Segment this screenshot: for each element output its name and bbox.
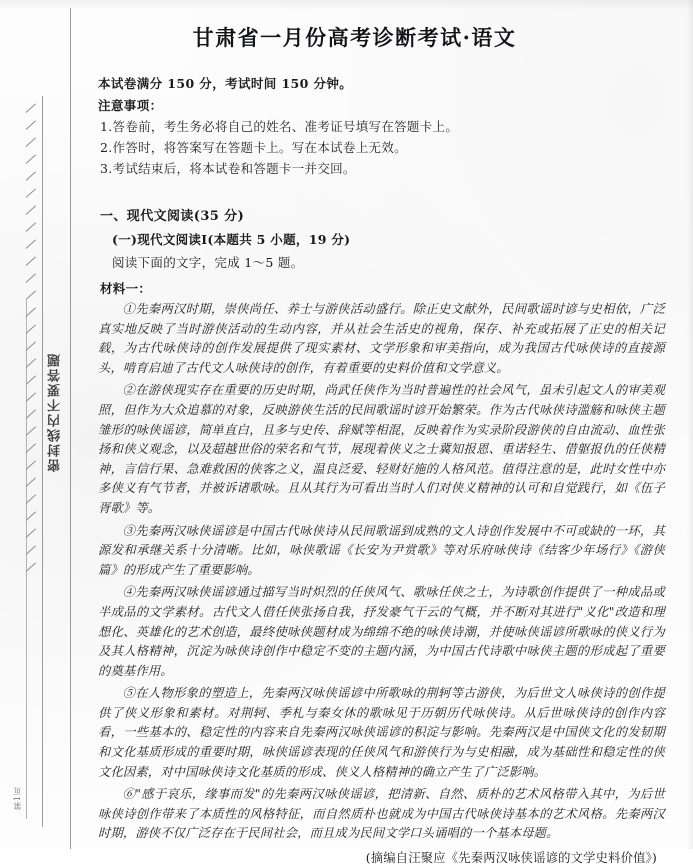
seal-tick <box>26 290 36 299</box>
passage-paragraph: ②在游侠现实存在重要的历史时期，尚武任侠作为当时普遍性的社会风气，虽未引起文人的审美观照，但作为大众追慕的对象，反映游侠生活的民间歌谣时谚开始繁荣。作为古代咏侠诗滥觞和咏侠主题雏形的咏侠谣谚，简单直白，且多与史传、辞赋等相混，反映着作为实录阶段游侠的自由流动、血性张扬和侠义观念，以及超越世俗的荣名和气节，展现着侠义之士冀知报恩、重诺轻生、借躯报仇的任侠精神，言信行果、急难救困的侠客之义，温良泛爱、轻财好施的人格风范。值得注意的是，此时女性中亦多侠义有气节者，并被诉诸歌咏。且从其行为可看出当时人们对侠义精神的认可和自觉践行，如《伍子胥歌》等。 <box>98 383 665 515</box>
reading-section <box>98 205 693 866</box>
seal-tick <box>26 409 36 418</box>
paper-body <box>88 0 693 866</box>
source-attribution: (摘编自汪聚应《先秦两汉咏侠谣谚的文学史料价值》) <box>365 851 657 866</box>
seal-tick-marks <box>26 112 42 812</box>
seal-tick <box>26 307 36 316</box>
seal-tick <box>26 460 36 469</box>
sealing-margin <box>0 0 88 849</box>
seal-tick <box>26 511 36 520</box>
seal-tick <box>26 324 36 333</box>
seal-tick <box>26 171 36 180</box>
page-title: 甘肃省一月份高考诊断考试·语文 <box>192 25 517 50</box>
passage-paragraph: ④先秦两汉咏侠谣谚通过描写当时炽烈的任侠风气、歌咏任侠之士，为诗歌创作提供了一种成品或半成品的文学素材。古代文人借任侠张扬自我，抒发豪气干云的气概，并不断对其进行"义化"改造和理想化、英雄化的艺术创造，最终使咏侠题材成为绵绵不绝的咏侠诗潮，并使咏侠谣谚所歌咏的侠义行为及其人格精神，沉淀为咏侠诗创作中稳定不变的主题内涵，为中国古代诗歌中咏侠主题的形成起了重要的奠基作用。 <box>98 585 665 678</box>
notice-item: 3.考试结束后，将本试卷和答题卡一并交回。 <box>100 161 356 176</box>
seal-tick <box>26 188 36 197</box>
seal-tick <box>26 528 36 537</box>
seal-tick <box>26 154 36 163</box>
seal-tick <box>26 120 36 129</box>
seal-tick <box>26 239 36 248</box>
seal-tick <box>26 341 36 350</box>
seal-tick <box>26 545 36 554</box>
seal-tick <box>26 392 36 401</box>
notice-heading: 注意事项： <box>98 98 163 113</box>
seal-tick <box>26 426 36 435</box>
seal-tick <box>26 358 36 367</box>
page-number-marker: 第1页 <box>13 786 22 811</box>
material-label: 材料一： <box>100 281 152 296</box>
seal-tick <box>26 477 36 486</box>
seal-tick <box>26 443 36 452</box>
seal-tick <box>26 205 36 214</box>
seal-tick <box>26 494 36 503</box>
sealing-line-notice: 密封线内不要答题 <box>48 352 63 472</box>
reading-instruction: 阅读下面的文字，完成 1～5 题。 <box>112 255 304 270</box>
passage-paragraph: ①先秦两汉时期，崇侠尚任、养士与游侠活动盛行。除正史文献外，民间歌谣时谚与史相依，广泛真实地反映了当时游侠活动的生动内容，并从社会生活史的视角，保存、补充或拓展了正史的相关记载，为古代咏侠诗的创作发展提供了现实素材、文学形象和审美指向，成为我国古代咏侠诗的直接源头，啃育启迪了古代文人咏侠诗的创作，有着重要的史料价值和文学意义。 <box>98 302 665 375</box>
seal-tick <box>26 375 36 384</box>
section-heading: 一、现代文阅读(35 分) <box>100 209 245 224</box>
seal-tick <box>26 137 36 146</box>
seal-tick <box>26 273 36 282</box>
seal-tick <box>26 103 36 112</box>
subsection-heading: (一)现代文阅读Ⅰ(本题共 5 小题，19 分) <box>112 232 351 247</box>
notice-item: 1.答卷前，考生务必将自己的姓名、准考证号填写在答题卡上。 <box>100 119 459 134</box>
seal-rule-outer <box>42 96 43 827</box>
seal-tick <box>26 256 36 265</box>
seal-tick <box>26 562 36 571</box>
notice-item: 2.作答时，将答案写在答题卡上。写在本试卷上无效。 <box>100 140 407 155</box>
passage-paragraph: ⑥"感于哀乐，缘事而发"的先秦两汉咏侠谣谚，把清新、自然、质朴的艺术风格带入其中，为后世咏侠诗创作带来了本质性的风格特征，而自然质朴也就成为中国古代咏侠诗基本的艺术风格。先秦两汉时期，游侠不仅广泛存在于民间社会，而且成为民间文学口头诵唱的一个基本母题。 <box>98 787 665 841</box>
seal-tick <box>26 222 36 231</box>
passage-paragraph: ③先秦两汉咏侠谣谚是中国古代咏侠诗从民间歌谣到成熟的文人诗创作发展中不可或缺的一环，其源发和承继关系十分清晰。比如，咏侠歌谣《长安为尹赏歌》等对乐府咏侠诗《结客少年场行》《游侠篇》的形成产生了重要影响。 <box>98 523 665 577</box>
score-and-time-line: 本试卷满分 150 分，考试时间 150 分钟。 <box>98 76 353 91</box>
seal-rule-inner <box>70 8 71 849</box>
exam-instructions-block <box>98 74 693 179</box>
passage-paragraph: ⑤在人物形象的塑造上，先秦两汉咏侠谣谚中所歌咏的荆轲等古游侠，为后世文人咏侠诗的创作提供了侠义形象和素材。对荆轲、季札与秦女休的歌咏见于历朝历代咏侠诗。从后世咏侠诗的创作内容看，一些基本的、稳定性的内容来自先秦两汉咏侠谣谚的积淀与影响。先秦两汉是中国侠文化的发韧期和文化基质形成的重要时期，咏侠谣谚表现的任侠风气和游侠行为与史相融，成为基础性和稳定性的侠文化因素，对中国咏侠诗文化基质的形成、侠义人格精神的确立产生了广泛影响。 <box>98 686 665 779</box>
